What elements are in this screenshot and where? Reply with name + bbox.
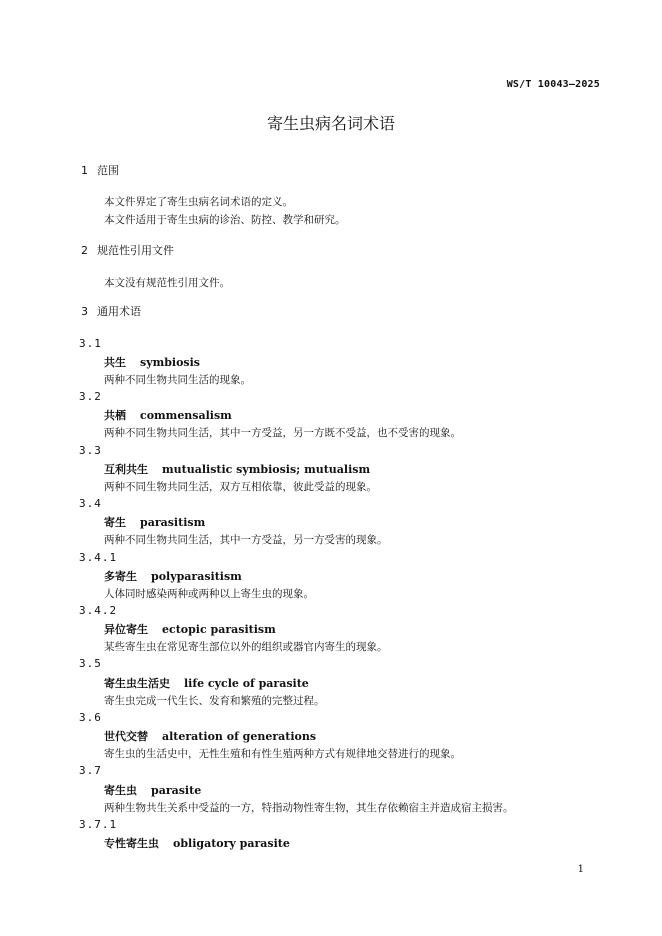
term-definition: 人体同时感染两种或两种以上寄生虫的现象。: [104, 588, 314, 600]
section-1-paragraph-2: 本文件适用于寄生虫病的诊治、防控、教学和研究。: [104, 214, 346, 226]
term-heading: 异位寄生 ectopic parasitism: [104, 623, 276, 636]
section-2-paragraph-1: 本文没有规范性引用文件。: [104, 277, 230, 289]
term-number: 3.2: [79, 390, 102, 403]
term-number: 3.4: [79, 497, 102, 510]
section-3-heading: 3 通用术语: [81, 305, 141, 318]
term-number: 3.7: [79, 764, 102, 777]
term-definition: 两种不同生物共同生活，其中一方受益，另一方既不受益，也不受害的现象。: [104, 427, 461, 439]
term-definition: 寄生虫的生活史中，无性生殖和有性生殖两种方式有规律地交替进行的现象。: [104, 748, 461, 760]
term-heading: 多寄生 polyparasitism: [104, 570, 242, 583]
term-definition: 寄生虫完成一代生长、发育和繁殖的完整过程。: [104, 695, 325, 707]
term-number: 3.6: [79, 711, 102, 724]
term-definition: 某些寄生虫在常见寄生部位以外的组织或器官内寄生的现象。: [104, 641, 388, 653]
page-number: 1: [577, 864, 584, 875]
term-number: 3.5: [79, 657, 102, 670]
term-number: 3.4.2: [79, 604, 118, 617]
term-heading: 寄生虫 parasite: [104, 784, 202, 797]
section-1-heading: 1 范围: [81, 164, 119, 177]
section-2-heading: 2 规范性引用文件: [81, 244, 174, 257]
section-1-paragraph-1: 本文件界定了寄生虫病名词术语的定义。: [104, 196, 293, 208]
term-definition: 两种生物共生关系中受益的一方，特指动物性寄生物，其生存依赖宿主并造成宿主损害。: [104, 802, 514, 814]
term-heading: 专性寄生虫 obligatory parasite: [104, 837, 290, 850]
document-title: 寄生虫病名词术语: [266, 114, 395, 133]
term-number: 3.1: [79, 337, 102, 350]
term-number: 3.3: [79, 444, 102, 457]
term-heading: 世代交替 alteration of generations: [104, 730, 317, 743]
term-heading: 寄生虫生活史 life cycle of parasite: [104, 677, 309, 690]
term-definition: 两种不同生物共同生活的现象。: [104, 374, 251, 386]
term-heading: 共栖 commensalism: [104, 409, 232, 422]
standard-code: WS/T 10043—2025: [506, 79, 600, 90]
term-heading: 互利共生 mutualistic symbiosis; mutualism: [104, 463, 371, 476]
term-definition: 两种不同生物共同生活，其中一方受益，另一方受害的现象。: [104, 534, 388, 546]
term-heading: 共生 symbiosis: [104, 356, 200, 369]
term-number: 3.7.1: [79, 818, 118, 831]
term-definition: 两种不同生物共同生活，双方互相依靠，彼此受益的现象。: [104, 481, 377, 493]
term-number: 3.4.1: [79, 551, 118, 564]
term-heading: 寄生 parasitism: [104, 516, 206, 529]
